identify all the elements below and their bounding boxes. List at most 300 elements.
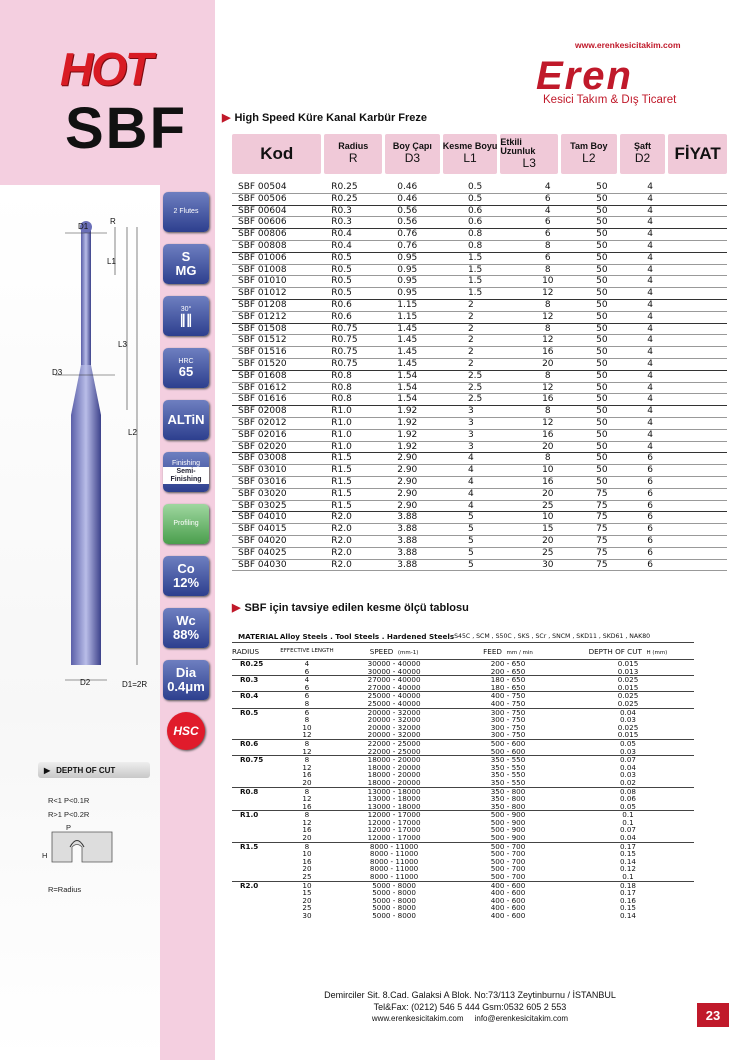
product-code: SBF 02012 [232,417,325,429]
product-cell: 12 [520,288,575,300]
d1-eq-label: D1=2R [122,680,148,689]
product-code: SBF 01516 [232,347,325,359]
product-cell: 25 [520,547,575,559]
product-code: SBF 03016 [232,476,325,488]
product-price [672,252,727,264]
cut-feed: 400 - 600 [490,888,526,898]
product-cell: 1.92 [387,406,450,418]
d3-label: D3 [52,368,63,377]
product-code: SBF 01616 [232,394,325,406]
cut-depth: 0.1 [622,872,634,882]
product-cell: 4 [628,382,671,394]
product-cell: 6 [628,535,671,547]
cut-radius [232,795,280,803]
product-row [232,476,727,488]
product-cell: 8 [520,240,575,252]
product-cell: 5 [450,524,520,536]
product-cell: 4 [450,465,520,477]
cut-radius [232,716,280,724]
product-cell: 4 [628,429,671,441]
footer-web[interactable]: www.erenkesicitakim.com [371,1014,464,1023]
cut-length: 12 [302,746,312,756]
product-cell: 75 [575,488,628,500]
product-cell: 6 [628,476,671,488]
flutes-badge: 2 Flutes [163,192,209,232]
cut-depth: 0.05 [619,801,636,811]
product-cell: 1.15 [387,311,450,323]
product-cell: 2.90 [387,488,450,500]
product-cell: R2.0 [325,535,387,547]
product-cell: 1.54 [387,394,450,406]
cut-length: 10 [302,849,312,859]
product-price [672,559,727,571]
product-row [232,417,727,429]
cut-speed: 27000 - 40000 [367,682,421,692]
cut-depth: 0.1 [562,811,694,819]
product-cell: 0.95 [387,264,450,276]
product-cell: 6 [628,524,671,536]
product-row [232,217,727,229]
product-code: SBF 00504 [232,182,325,193]
product-row [232,276,727,288]
product-cell: R1.5 [325,488,387,500]
cut-feed: 500 - 600 [490,746,526,756]
product-price [672,347,727,359]
series-title: SBF [65,96,187,161]
cut-radius [232,850,280,858]
page-number: 23 [697,1003,729,1027]
product-cell: 1.54 [387,370,450,382]
eren-url: www.erenkesicitakim.com [575,40,681,50]
product-cell: 0.95 [387,288,450,300]
cut-depth: 0.015 [617,682,639,692]
col-saft: Şaft D2 [620,134,666,174]
cut-speed: 8000 - 11000 [369,856,419,866]
product-cell: R2.0 [325,559,387,571]
product-code: SBF 04010 [232,512,325,524]
cut-radius: R0.3 [232,676,280,684]
product-cell: 6 [628,547,671,559]
product-price [672,276,727,288]
depth-of-cut-banner: ▶ DEPTH OF CUT [38,762,150,778]
product-cell: 50 [575,441,628,453]
product-cell: 1.15 [387,299,450,311]
product-row [232,524,727,536]
product-price [672,547,727,559]
cut-speed: 5000 - 8000 [372,895,416,905]
cut-col-speed: SPEED (mm-1) [369,646,419,656]
cut-depth: 0.025 [617,698,639,708]
cut-speed: 18000 - 20000 [367,777,421,787]
cut-speed: 8000 - 11000 [369,849,419,859]
product-cell: 6 [628,465,671,477]
cut-feed: 350 - 550 [490,762,526,772]
product-code: SBF 02008 [232,406,325,418]
product-cell: 4 [628,182,671,193]
product-cell: 4 [628,264,671,276]
cut-length: 6 [304,682,310,692]
product-cell: 6 [520,217,575,229]
cut-radius [232,724,280,732]
col-etkili: Etkili Uzunluk L3 [500,134,558,174]
product-cell: 2 [450,299,520,311]
product-code: SBF 01212 [232,311,325,323]
product-cell: 10 [520,276,575,288]
product-cell: R1.0 [325,441,387,453]
product-cell: 0.5 [450,193,520,205]
cutting-table [232,630,694,920]
hrc-badge: HRC 65 [163,348,209,388]
product-cell: 50 [575,311,628,323]
product-cell: 1.5 [450,264,520,276]
cut-depth: 0.04 [562,708,694,716]
cut-radius [232,700,280,708]
product-cell: 8 [520,323,575,335]
product-cell: R0.4 [325,240,387,252]
product-cell: 2 [450,323,520,335]
cut-feed: 180 - 650 [490,682,526,692]
cut-length: 10 [280,881,334,889]
cut-depth: 0.03 [619,746,636,756]
cut-feed: 500 - 700 [490,856,526,866]
cut-radius: R2.0 [232,881,280,889]
product-cell: R2.0 [325,524,387,536]
product-row [232,229,727,241]
material-desc: Alloy Steels . Tool Steels . Hardened Steels [279,631,455,641]
product-row [232,512,727,524]
product-cell: R0.8 [325,370,387,382]
product-code: SBF 01008 [232,264,325,276]
product-code: SBF 04025 [232,547,325,559]
product-cell: 75 [575,500,628,512]
product-row [232,559,727,571]
product-cell: 6 [628,500,671,512]
product-cell: 20 [520,441,575,453]
product-cell: 3 [450,441,520,453]
product-cell: 0.6 [450,217,520,229]
smg-badge: S MG [163,244,209,284]
product-cell: 0.76 [387,240,450,252]
cut-feed: 180 - 650 [454,676,562,684]
product-cell: R0.5 [325,288,387,300]
cut-depth: 0.07 [619,825,636,835]
product-cell: 50 [575,182,628,193]
product-cell: R0.8 [325,394,387,406]
product-price [672,394,727,406]
product-cell: R1.0 [325,429,387,441]
product-cell: 50 [575,240,628,252]
product-cell: 2 [450,335,520,347]
cut-radius [232,865,280,873]
product-cell: 4 [628,252,671,264]
endmill-drawing [55,215,165,695]
cut-radius: R0.5 [232,708,280,716]
cut-speed: 13000 - 18000 [367,801,421,811]
product-cell: R1.5 [325,453,387,465]
product-cell: R0.75 [325,358,387,370]
cut-col-feed: FEED mm / min [483,646,533,656]
carbide-badge: Wc 88% [163,608,209,648]
product-cell: 20 [520,535,575,547]
product-cell: 3 [450,429,520,441]
cut-speed: 18000 - 20000 [367,770,421,780]
cut-depth: 0.03 [619,770,636,780]
material-row [232,630,694,643]
product-row [232,323,727,335]
cut-speed: 27000 - 40000 [334,676,454,684]
product-cell: 50 [575,394,628,406]
product-cell: 4 [520,205,575,217]
product-code: SBF 01512 [232,335,325,347]
cut-radius: R0.8 [232,787,280,795]
product-cell: 4 [520,182,575,193]
cut-depth: 0.06 [619,794,636,804]
cut-length: 6 [280,692,334,700]
product-cell: 0.46 [387,193,450,205]
cut-radius [232,826,280,834]
product-cell: 0.76 [387,229,450,241]
cut-speed: 20000 - 32000 [334,708,454,716]
product-cell: 4 [628,205,671,217]
product-cell: 4 [628,311,671,323]
cut-speed: 5000 - 8000 [372,903,416,913]
depth-diagram [42,822,122,872]
product-cell: 4 [628,229,671,241]
cut-feed: 300 - 750 [490,715,526,725]
product-cell: R2.0 [325,547,387,559]
product-cell: 4 [450,453,520,465]
product-cell: 1.45 [387,335,450,347]
cut-length: 8 [280,787,334,795]
product-cell: 2 [450,358,520,370]
product-cell: R1.5 [325,500,387,512]
cut-feed: 500 - 700 [490,849,526,859]
cut-speed: 5000 - 8000 [372,911,416,920]
l1-label: L1 [107,257,116,266]
product-cell: 8 [520,264,575,276]
product-cell: 4 [628,276,671,288]
product-cell: 50 [575,358,628,370]
product-cell: 2.90 [387,476,450,488]
product-cell: R0.8 [325,382,387,394]
product-row [232,382,727,394]
product-code: SBF 01010 [232,276,325,288]
product-price [672,476,727,488]
h-label: H [42,851,48,860]
product-cell: 1.45 [387,323,450,335]
product-code: SBF 02020 [232,441,325,453]
cut-depth: 0.18 [562,881,694,889]
product-table [232,182,727,571]
product-cell: 50 [575,193,628,205]
r-label: R [110,217,116,226]
cut-depth: 0.03 [619,715,636,725]
cut-col-radius: RADIUS [232,646,260,656]
product-cell: 8 [520,453,575,465]
product-cell: 20 [520,488,575,500]
product-code: SBF 00606 [232,217,325,229]
product-cell: 2.90 [387,465,450,477]
product-price [672,524,727,536]
product-cell: 50 [575,288,628,300]
product-price [672,535,727,547]
product-code: SBF 00808 [232,240,325,252]
product-code: SBF 01612 [232,382,325,394]
product-cell: 1.5 [450,252,520,264]
eren-logo: Eren [536,54,633,98]
cut-row [232,779,694,787]
product-cell: 6 [628,559,671,571]
product-cell: 0.95 [387,276,450,288]
cut-depth: 0.04 [619,762,636,772]
footer-contact [220,1013,720,1025]
cut-feed: 350 - 550 [490,770,526,780]
product-cell: 0.46 [387,182,450,193]
product-row [232,453,727,465]
product-cell: 6 [520,193,575,205]
footer-email[interactable]: info@erenkesicitakim.com [474,1014,569,1023]
product-cell: 16 [520,347,575,359]
product-price [672,182,727,193]
product-cell: 16 [520,429,575,441]
product-cell: R0.3 [325,217,387,229]
product-price [672,264,727,276]
product-cell: 1.54 [387,382,450,394]
product-cell: 3 [450,417,520,429]
cut-length: 8 [280,756,334,764]
product-code: SBF 01006 [232,252,325,264]
product-price [672,229,727,241]
product-code: SBF 01508 [232,323,325,335]
product-cell: R0.25 [325,193,387,205]
product-cell: R0.4 [325,229,387,241]
cut-col-depth: DEPTH OF CUT H (mm) [588,646,668,656]
product-cell: 2.5 [450,382,520,394]
cut-depth: 0.17 [619,888,636,898]
product-price [672,512,727,524]
product-row [232,358,727,370]
cut-radius [232,834,280,842]
product-cell: 1.92 [387,417,450,429]
material-list: S45C , SCM , S50C , SKS , SCr , SNCM , SKD11 , SKD61 , NAK80 [454,632,651,640]
product-cell: 1.92 [387,429,450,441]
product-cell: R1.0 [325,406,387,418]
product-row [232,182,727,193]
product-cell: R0.75 [325,347,387,359]
cut-length: 20 [302,833,312,843]
product-code: SBF 02016 [232,429,325,441]
product-price [672,205,727,217]
product-cell: 50 [575,382,628,394]
product-cell: R1.5 [325,465,387,477]
col-kesme-boyu: Kesme Boyu L1 [443,134,498,174]
cut-feed: 350 - 800 [454,787,562,795]
cut-radius [232,764,280,772]
product-title: ▶ High Speed Küre Kanal Karbür Freze [222,112,428,124]
product-cell: 25 [520,500,575,512]
product-cell: 6 [520,252,575,264]
cut-length: 10 [302,722,312,732]
product-row [232,240,727,252]
product-cell: 5 [450,535,520,547]
cut-feed: 500 - 700 [490,864,526,874]
product-row [232,406,727,418]
product-cell: 75 [575,535,628,547]
product-row [232,193,727,205]
cut-depth: 0.14 [619,911,636,920]
cut-length: 15 [302,888,312,898]
cut-length: 12 [302,794,312,804]
col-kod: Kod [232,134,321,174]
product-cell: 50 [575,264,628,276]
cut-length: 16 [302,801,312,811]
cut-depth: 0.025 [562,692,694,700]
product-cell: 4 [628,217,671,229]
product-cell: 50 [575,476,628,488]
product-cell: 10 [520,465,575,477]
depth-rule-2: R>1 P<0.2R [48,810,90,819]
product-row [232,441,727,453]
product-code: SBF 01012 [232,288,325,300]
product-code: SBF 04015 [232,524,325,536]
cobalt-badge: Co 12% [163,556,209,596]
cut-speed: 12000 - 17000 [367,825,421,835]
cut-speed: 8000 - 11000 [369,872,419,882]
product-cell: R1.0 [325,417,387,429]
cut-length: 4 [280,676,334,684]
cut-feed: 500 - 900 [454,811,562,819]
product-cell: 5 [450,547,520,559]
cut-depth: 0.14 [619,856,636,866]
cut-row [232,834,694,842]
product-cell: R1.5 [325,476,387,488]
profiling-badge: Profiling [163,504,209,544]
cut-radius [232,904,280,912]
product-cell: R0.5 [325,252,387,264]
cut-length: 20 [302,895,312,905]
product-cell: 3.88 [387,535,450,547]
cut-length: 16 [302,770,312,780]
product-cell: 75 [575,512,628,524]
cut-depth: 0.015 [562,660,694,668]
product-cell: 6 [520,229,575,241]
product-row [232,335,727,347]
product-cell: 4 [450,476,520,488]
cut-speed: 12000 - 17000 [367,833,421,843]
product-price [672,441,727,453]
product-code: SBF 01608 [232,370,325,382]
cut-depth: 0.12 [619,864,636,874]
cut-radius: R0.6 [232,739,280,747]
product-cell: 4 [628,240,671,252]
cut-feed: 350 - 800 [490,794,526,804]
cut-length: 8 [280,739,334,747]
col-tam-boy: Tam Boy L2 [561,134,617,174]
product-cell: 2.5 [450,394,520,406]
cut-feed: 350 - 550 [454,756,562,764]
product-price [672,417,727,429]
cut-speed: 8000 - 11000 [369,864,419,874]
product-cell: 50 [575,299,628,311]
col-fiyat: FİYAT [668,134,727,174]
product-code: SBF 04030 [232,559,325,571]
product-cell: 4 [450,500,520,512]
cut-feed: 300 - 750 [490,722,526,732]
product-cell: 0.8 [450,229,520,241]
cut-radius [232,819,280,827]
cut-radius: R1.0 [232,811,280,819]
cut-row [232,700,694,708]
